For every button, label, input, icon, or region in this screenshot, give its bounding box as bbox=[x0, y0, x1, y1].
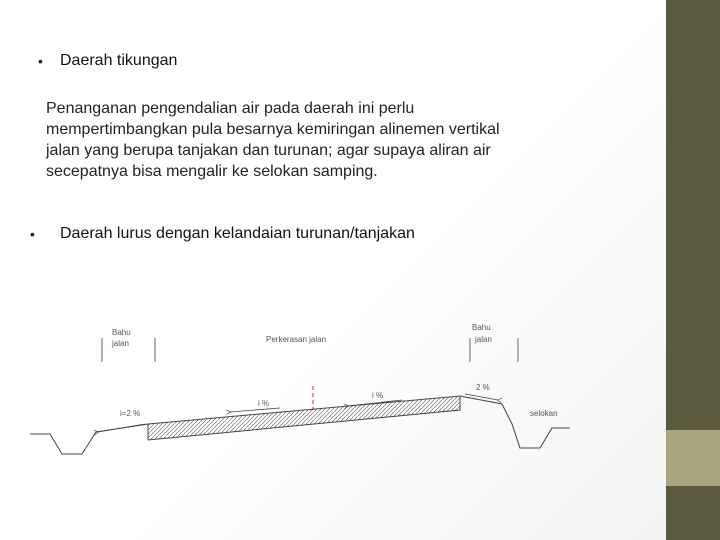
sidebar-band-bottom bbox=[666, 486, 720, 540]
label-selokan: selokan bbox=[530, 409, 558, 418]
right-ditch-profile bbox=[460, 396, 570, 448]
arrow-slope-left-outer bbox=[98, 424, 145, 432]
label-bahu-left: Bahu bbox=[112, 328, 131, 337]
label-slope-left-outer: i=2 % bbox=[120, 409, 141, 418]
label-slope-right-outer: 2 % bbox=[476, 383, 490, 392]
sidebar-band-top bbox=[666, 0, 720, 430]
pavement-layer bbox=[148, 396, 460, 440]
label-jalan-right: jalan bbox=[475, 335, 492, 344]
label-slope-right-inner: i % bbox=[372, 391, 384, 400]
paragraph-line: jalan yang berupa tanjakan dan turunan; agar supaya aliran air bbox=[46, 142, 491, 159]
arrow-slope-left-inner bbox=[230, 408, 280, 412]
paragraph-tikungan bbox=[46, 98, 606, 182]
bullet-text: Daerah tikungan bbox=[60, 52, 178, 69]
left-ditch-profile bbox=[30, 424, 148, 454]
label-jalan-left: jalan bbox=[112, 339, 129, 348]
road-cross-section-diagram bbox=[30, 320, 600, 458]
bullet-daerah-tikungan bbox=[38, 52, 177, 70]
arrow-slope-right-outer bbox=[465, 394, 498, 400]
sidebar-band-mid bbox=[666, 430, 720, 486]
bullet-text: Daerah lurus dengan kelandaian turunan/tanjakan bbox=[60, 225, 415, 242]
paragraph-line: mempertimbangkan pula besarnya kemiringan alinemen vertikal bbox=[46, 121, 500, 138]
paragraph-line: Penanganan pengendalian air pada daerah ini perlu bbox=[46, 100, 415, 117]
label-perkerasan-jalan: Perkerasan jalan bbox=[266, 335, 327, 344]
bullet-symbol: • bbox=[38, 53, 43, 69]
bullet-symbol: • bbox=[30, 226, 35, 242]
label-bahu-right: Bahu bbox=[472, 323, 491, 332]
bullet-daerah-lurus bbox=[30, 225, 415, 243]
paragraph-line: secepatnya bisa mengalir ke selokan samping. bbox=[46, 163, 378, 180]
label-slope-left-inner: i % bbox=[258, 399, 270, 408]
decorative-sidebar bbox=[666, 0, 720, 540]
cross-section-svg bbox=[30, 320, 600, 458]
